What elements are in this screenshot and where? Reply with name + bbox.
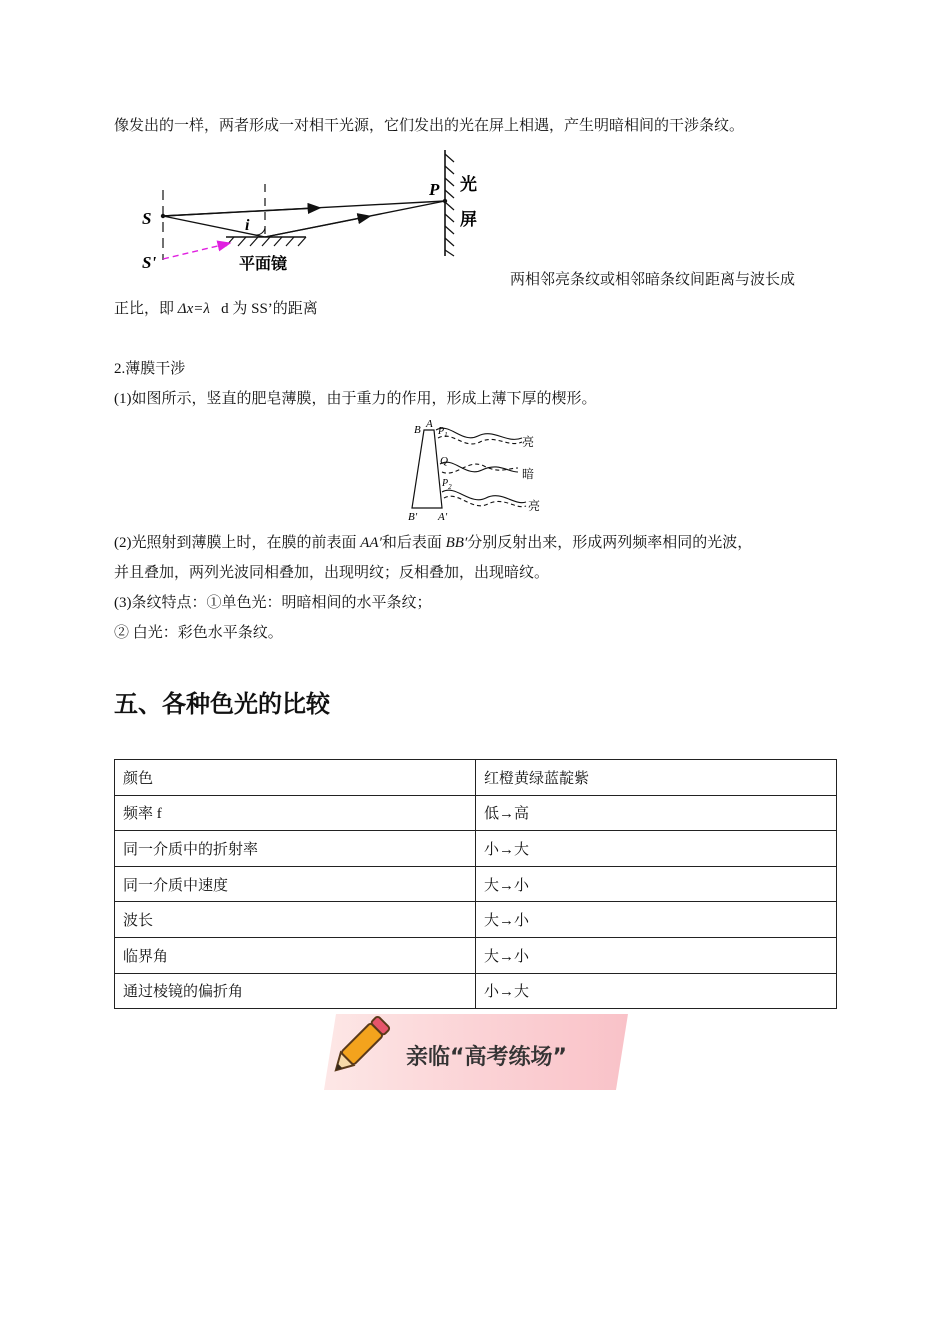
wave-mid-2 xyxy=(442,464,518,473)
table-row xyxy=(115,902,837,938)
source-point xyxy=(161,214,165,218)
label-b-prime: B′ xyxy=(408,511,418,522)
label-screen-2: 屏 xyxy=(460,210,477,229)
label-p2: $P_2$ xyxy=(442,478,452,491)
label-b: B xyxy=(414,424,421,436)
label-dark: 暗 xyxy=(522,467,535,481)
virtual-source-ray xyxy=(163,244,226,259)
label-a: A xyxy=(426,418,433,430)
label-i: i xyxy=(245,217,250,234)
wave-top-1 xyxy=(436,428,522,439)
angle-arc xyxy=(256,228,265,235)
table-cell: 颜色 xyxy=(115,760,476,796)
table-cell: 波长 xyxy=(115,902,476,938)
table-row xyxy=(115,760,837,796)
paragraph-1: (1)如图所示，竖直的肥皂薄膜，由于重力的作用，形成上薄下厚的楔形。 xyxy=(114,391,597,407)
intro-line: 像发出的一样，两者形成一对相干光源，它们发出的光在屏上相遇，产生明暗相间的干涉条纹。 xyxy=(114,118,745,134)
table-cell: 大→小 xyxy=(476,866,837,902)
screen-hatch xyxy=(445,154,454,256)
paragraph-4: ② 白光：彩色水平条纹。 xyxy=(114,625,283,641)
table-cell: 通过棱镜的偏折角 xyxy=(115,973,476,1009)
film-wedge xyxy=(412,430,442,508)
table-row xyxy=(115,866,837,902)
incident-ray xyxy=(163,216,265,237)
label-s-prime: S' xyxy=(142,253,157,272)
mirror-hatch xyxy=(226,237,306,246)
thin-film-figure xyxy=(408,416,558,522)
lloyd-mirror-figure xyxy=(138,148,498,278)
label-bright-bottom: 亮 xyxy=(528,499,541,513)
fringe-sentence-tail: 两相邻亮条纹或相邻暗条纹间距离与波长成 xyxy=(510,272,796,288)
table-cell: 同一介质中速度 xyxy=(115,866,476,902)
color-comparison-table xyxy=(114,759,837,1009)
label-bright-top: 亮 xyxy=(522,435,535,449)
table-row xyxy=(115,831,837,867)
wave-top-2 xyxy=(438,436,522,444)
label-p1: $P_1$ xyxy=(438,426,448,439)
wave-mid-1 xyxy=(440,462,518,472)
table-cell: 小→大 xyxy=(476,973,837,1009)
fringe-sentence: 正比，即 Δx=λ d 为 SS’的距离 xyxy=(114,301,318,317)
table-row xyxy=(115,973,837,1009)
paragraph-2-line-2: 并且叠加，两列光波同相叠加，出现明纹；反相叠加，出现暗纹。 xyxy=(114,565,550,581)
paragraph-3: (3)条纹特点：①单色光：明暗相间的水平条纹； xyxy=(114,595,432,611)
wave-bot-2 xyxy=(444,496,526,507)
table-row xyxy=(115,937,837,973)
label-q: Q xyxy=(440,455,448,467)
table-cell: 低→高 xyxy=(476,795,837,831)
table-cell: 大→小 xyxy=(476,902,837,938)
banner-title: 亲临“高考练场” xyxy=(406,1045,567,1070)
section-2-title: 2.薄膜干涉 xyxy=(114,361,186,377)
table-cell: 频率 f xyxy=(115,795,476,831)
table-cell: 小→大 xyxy=(476,831,837,867)
table-cell: 红橙黄绿蓝靛紫 xyxy=(476,760,837,796)
table-cell: 同一介质中的折射率 xyxy=(115,831,476,867)
p-point xyxy=(443,199,447,203)
label-s: S xyxy=(142,209,152,228)
label-mirror: 平面镜 xyxy=(239,256,288,273)
paragraph-2-line-1: (2)光照射到薄膜上时，在膜的前表面 AA′和后表面 BB′分别反射出来，形成两列频率相同的光波， xyxy=(114,535,753,551)
fringe-formula: Δx=λ xyxy=(177,301,210,317)
label-a-prime: A′ xyxy=(438,511,448,522)
table-row xyxy=(115,795,837,831)
table-cell: 大→小 xyxy=(476,937,837,973)
section-5-heading: 五、各种色光的比较 xyxy=(114,690,330,718)
label-screen-1: 光 xyxy=(460,175,477,194)
table-cell: 临界角 xyxy=(115,937,476,973)
label-p: P xyxy=(429,180,440,199)
